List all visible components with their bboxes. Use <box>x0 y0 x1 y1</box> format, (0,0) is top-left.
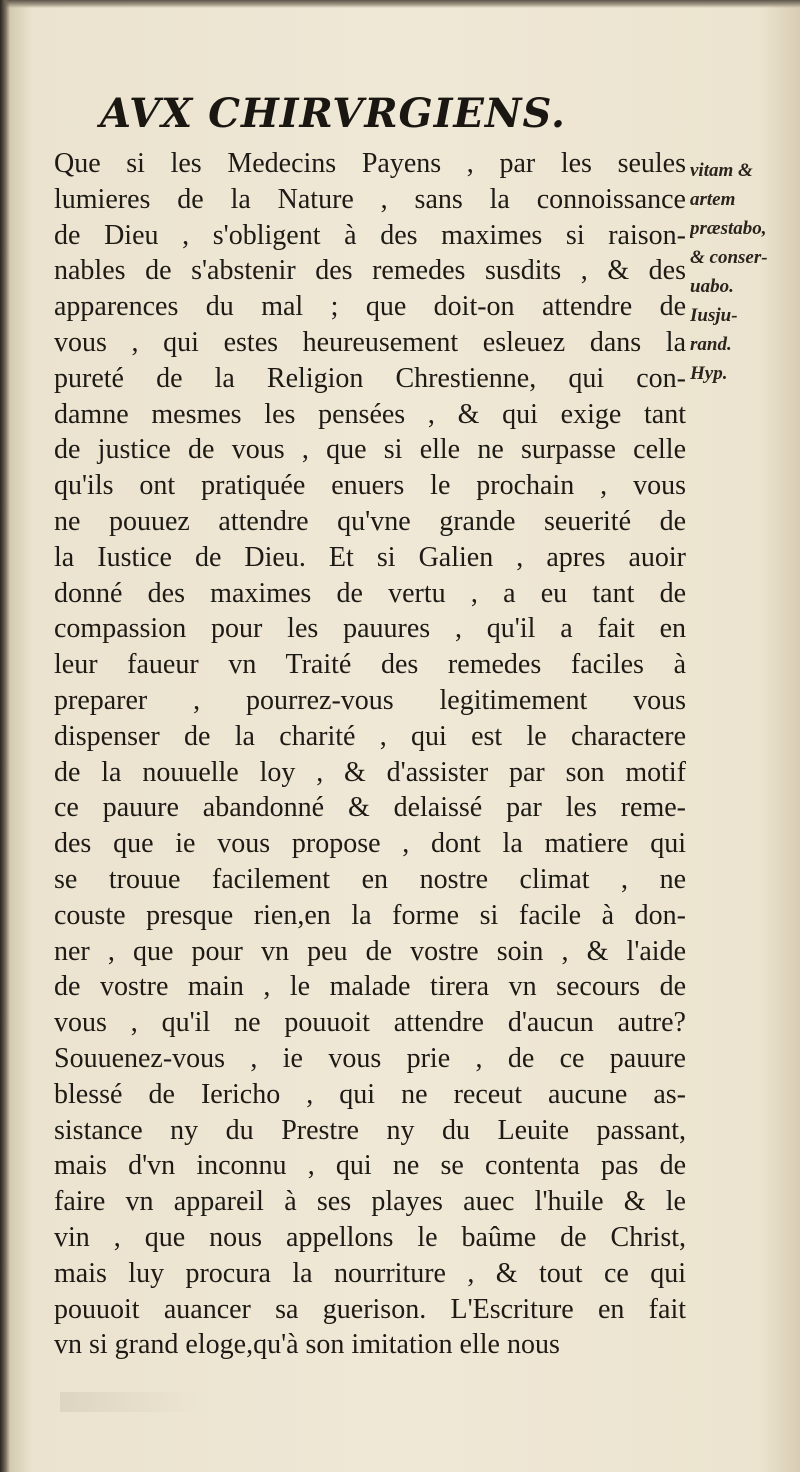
text-line: damne mesmes les pensées , & qui exige tant <box>54 398 686 430</box>
text-line: faire vn appareil à ses playes auec l'huile & le <box>54 1186 686 1218</box>
text-line: pureté de la Religion Chrestienne, qui con- <box>54 362 686 394</box>
margin-note: & conser- <box>690 247 768 268</box>
text-line: ne pouuez attendre qu'vne grande seuerité de <box>54 505 686 537</box>
text-line: vin , que nous appellons le baûme de Christ, <box>54 1221 686 1253</box>
text-line: vous , qui estes heureusement esleuez dans la <box>54 326 686 358</box>
text-line: qu'ils ont pratiquée enuers le prochain , vous <box>54 470 686 502</box>
text-line: de justice de vous , que si elle ne surpasse celle <box>54 434 686 466</box>
margin-note: Hyp. <box>690 363 728 384</box>
margin-note: uabo. <box>690 276 734 297</box>
text-line: apparences du mal ; que doit-on attendre de <box>54 291 686 323</box>
text-line: blessé de Iericho , qui ne receut aucune as- <box>54 1078 686 1110</box>
text-line: ce pauure abandonné & delaissé par les reme- <box>54 792 686 824</box>
text-line: leur faueur vn Traité des remedes faciles à <box>54 649 686 681</box>
text-line: la Iustice de Dieu. Et si Galien , apres auoir <box>54 541 686 573</box>
text-line: ner , que pour vn peu de vostre soin , & l'aide <box>54 935 686 967</box>
text-line: preparer , pourrez-vous legitimement vous <box>54 684 686 716</box>
text-line: pouuoit auancer sa guerison. L'Escriture en fait <box>54 1293 686 1325</box>
margin-notes <box>690 156 800 388</box>
margin-note: artem <box>690 189 736 210</box>
margin-note: Iusju- <box>690 305 738 326</box>
text-line: de vostre main , le malade tirera vn secours de <box>54 971 686 1003</box>
text-line: dispenser de la charité , qui est le charactere <box>54 720 686 752</box>
page-binding-edge <box>0 0 10 1472</box>
faded-print-mark <box>60 1392 200 1412</box>
text-line: Souuenez-vous , ie vous prie , de ce pauure <box>54 1042 686 1074</box>
text-line: de Dieu , s'obligent à des maximes si raison- <box>54 219 686 251</box>
text-line: de la nouuelle loy , & d'assister par son motif <box>54 756 686 788</box>
margin-note: rand. <box>690 334 732 355</box>
text-line: des que ie vous propose , dont la matiere qui <box>54 828 686 860</box>
text-line: vn si grand eloge,qu'à son imitation elle nous <box>54 1329 560 1361</box>
text-line: compassion pour les pauures , qu'il a fait en <box>54 613 686 645</box>
page-top-edge <box>0 0 800 8</box>
text-line: se trouue facilement en nostre climat , ne <box>54 863 686 895</box>
margin-note: præstabo, <box>690 218 767 239</box>
text-line: Que si les Medecins Payens , par les seules <box>54 148 686 179</box>
text-line: nables de s'abstenir des remedes susdits , & des <box>54 255 686 287</box>
text-line: mais luy procura la nourriture , & tout ce qui <box>54 1257 686 1289</box>
text-line: couste presque rien,en la forme si facile à don- <box>54 899 686 931</box>
running-head: AVX CHIRVRGIENS. <box>100 90 566 137</box>
text-line: donné des maximes de vertu , a eu tant de <box>54 577 686 609</box>
page-foot <box>60 1380 700 1440</box>
text-line: mais d'vn inconnu , qui ne se contenta pas de <box>54 1150 686 1182</box>
text-line: vous , qu'il ne pouuoit attendre d'aucun autre? <box>54 1007 686 1039</box>
body-text <box>54 146 686 1363</box>
margin-note: vitam & <box>690 160 753 181</box>
text-line: sistance ny du Prestre ny du Leuite passant, <box>54 1114 686 1146</box>
text-line: lumieres de la Nature , sans la connoissance <box>54 183 686 215</box>
